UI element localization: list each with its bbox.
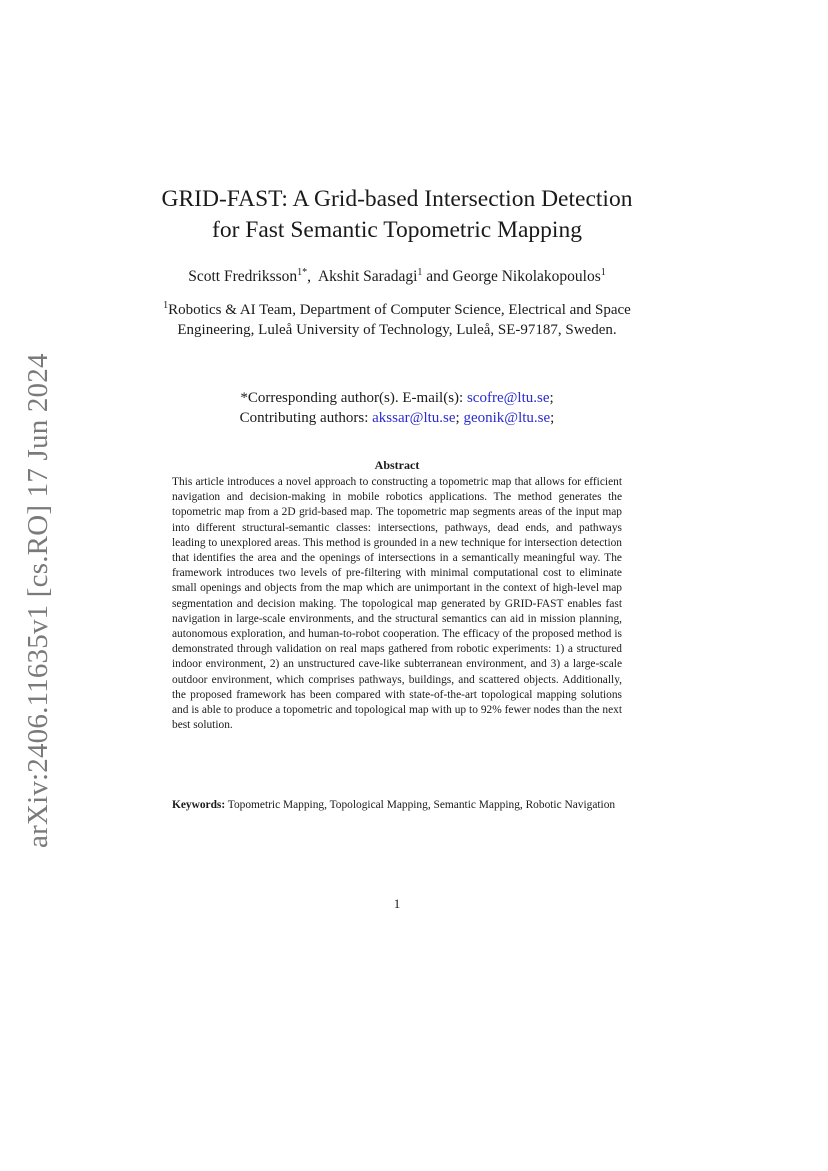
corresponding-author-line [150, 388, 644, 408]
contributing-authors-label: Contributing authors: [239, 410, 373, 426]
paper-title [120, 184, 674, 246]
author-mark-1: 1* [297, 266, 308, 278]
affiliation-mark: 1 [163, 300, 169, 311]
author-separator-1: , [307, 268, 318, 285]
author-affiliation [150, 300, 644, 340]
paper-title-line-1: GRID-FAST: A Grid-based Intersection Detection [161, 186, 633, 212]
paper-title-line-2: for Fast Semantic Topometric Mapping [212, 217, 582, 243]
keywords-text: Topometric Mapping, Topological Mapping, Semantic Mapping, Robotic Navigation [225, 799, 616, 811]
arxiv-identifier-stamp [22, 353, 54, 848]
author-name-2: Akshit Saradagi [317, 268, 418, 285]
corresponding-author-email-link[interactable]: scofre@ltu.se [466, 390, 550, 406]
arxiv-identifier-text: arXiv:2406.11635v1 [cs.RO] 17 Jun 2024 [22, 353, 54, 848]
keywords-section [172, 798, 622, 813]
author-name-1: Scott Fredriksson [188, 268, 298, 285]
author-list [100, 268, 694, 286]
contributing-author-email-link-2[interactable]: geonik@ltu.se [463, 410, 551, 426]
contact-information [150, 388, 644, 428]
page-number: 1 [393, 896, 401, 911]
abstract-heading: Abstract [374, 458, 420, 472]
author-mark-2: 1 [417, 266, 423, 278]
contributing-authors-line [150, 408, 644, 428]
corresponding-author-suffix: ; [549, 390, 554, 406]
contributing-author-email-link-1[interactable]: akssar@ltu.se [372, 410, 456, 426]
corresponding-author-label: *Corresponding author(s). E-mail(s): [240, 390, 467, 406]
contributing-authors-separator: ; [455, 410, 464, 426]
affiliation-text: Robotics & AI Team, Department of Computer Science, Electrical and Space Engineering, Luleå University of Technology, Luleå, SE-97187, Sweden. [168, 302, 631, 338]
author-mark-3: 1 [600, 266, 606, 278]
author-name-3: George Nikolakopoulos [452, 268, 601, 285]
author-separator-2: and [422, 268, 453, 285]
abstract-body: This article introduces a novel approach to constructing a topometric map that allows for efficient navigation and decision-making in mobile robotics applications. The method generates the topometric map from a 2D grid-based map. The topometric map segments areas of the input map into different structural-semantic classes: intersections, pathways, dead ends, and pathways leading to unexplored areas. This method is grounded in a new technique for intersection detection that identifies the area and the openings of intersections in a semantically meaningful way. The framework introduces two levels of pre-filtering with minimal computational cost to eliminate small openings and objects from the map which are unimportant in the context of high-level map segmentation and decision making. The topological map generated by GRID-FAST enables fast navigation in large-scale environments, and the structural semantics can aid in mission planning, autonomous exploration, and human-to-robot cooperation. The efficacy of the proposed method is demonstrated through validation on real maps gathered from robotic experiments: 1) a structured indoor environment, 2) an unstructured cave-like subterranean environment, and 3) a large-scale outdoor environment, which comprises pathways, buildings, and scattered objects. Additionally, the proposed framework has been compared with state-of-the-art topological mapping solutions and is able to produce a topometric and topological map with up to 92% fewer nodes than the next best solution. [172, 476, 622, 732]
contributing-authors-suffix: ; [550, 410, 555, 426]
keywords-label: Keywords: [172, 799, 226, 811]
